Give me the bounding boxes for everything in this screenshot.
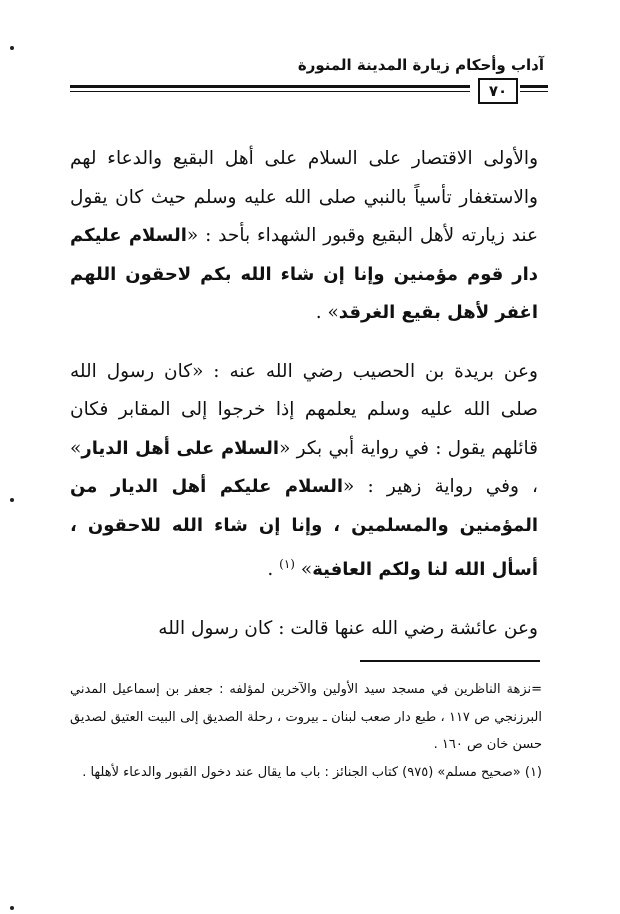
scan-mark [10, 906, 14, 910]
page-number-bar [520, 85, 548, 88]
running-title: آداب وأحكام زيارة المدينة المنورة [297, 56, 544, 74]
footnote-separator [360, 660, 540, 662]
footnote-continued: =نزهة الناظرين في مسجد سيد الأولين والآخرين لمؤلفه : جعفر بن إسماعيل المدني البرزنجي ص ١١٧ ، طبع دار صعب لبنان ـ بيروت ، رحلة الصديق إلى البيت العتيق لصديق حسن خان ص ١٦٠ . [70, 682, 542, 752]
page-header [70, 48, 550, 100]
header-rule-thin [70, 91, 470, 92]
hadith-quote-2: السلام على أهل الديار [81, 437, 280, 459]
main-text [70, 140, 538, 648]
page-number-bar [520, 91, 548, 92]
page-number: ٧٠ [478, 78, 518, 104]
scan-mark [10, 498, 14, 502]
paragraph-1 [70, 140, 538, 333]
paragraph-3: وعن عائشة رضي الله عنها قالت : كان رسول الله [158, 617, 538, 639]
paragraph-2 [70, 353, 538, 590]
paragraph-1-text: والأولى الاقتصار على السلام على أهل البقيع والدعاء لهم والاستغفار تأسياً بالنبي صلى الله عليه وسلم حيث كان يقول عند زيارته لأهل البقيع وقبور الشهداء بأحد : « [70, 148, 538, 246]
hadith-quote-3: السلام عليكم أهل الديار من المؤمنين والمسلمين ، وإنا إن شاء الله للاحقون ، أسأل الله لنا ولكم العافية [70, 476, 538, 581]
footnote-ref: (١) [279, 557, 295, 571]
paragraph-2-text: وعن بريدة بن الحصيب رضي الله عنه : «كان رسول الله صلى الله عليه وسلم يعلمهم إذا خرجوا إلى المقابر فكان قائلهم يقول : في رواية أبي بكر « [70, 360, 538, 459]
scan-mark [10, 46, 14, 50]
header-rule-thick [70, 85, 470, 88]
quote-close: » . [315, 302, 339, 323]
footnote-1: (١) «صحيح مسلم» (٩٧٥) كتاب الجنائز : باب ما يقال عند دخول القبور والدعاء لأهلها . [82, 764, 542, 780]
hadith-quote-1: السلام عليكم دار قوم مؤمنين وإنا إن شاء الله بكم لاحقون اللهم اغفر لأهل بقيع الغرقد [70, 225, 538, 323]
quote-close: » [294, 559, 313, 581]
sentence-end: . [267, 559, 280, 581]
paragraph-2-mid: » ، وفي رواية زهير : « [70, 437, 539, 497]
footnotes [70, 676, 542, 786]
